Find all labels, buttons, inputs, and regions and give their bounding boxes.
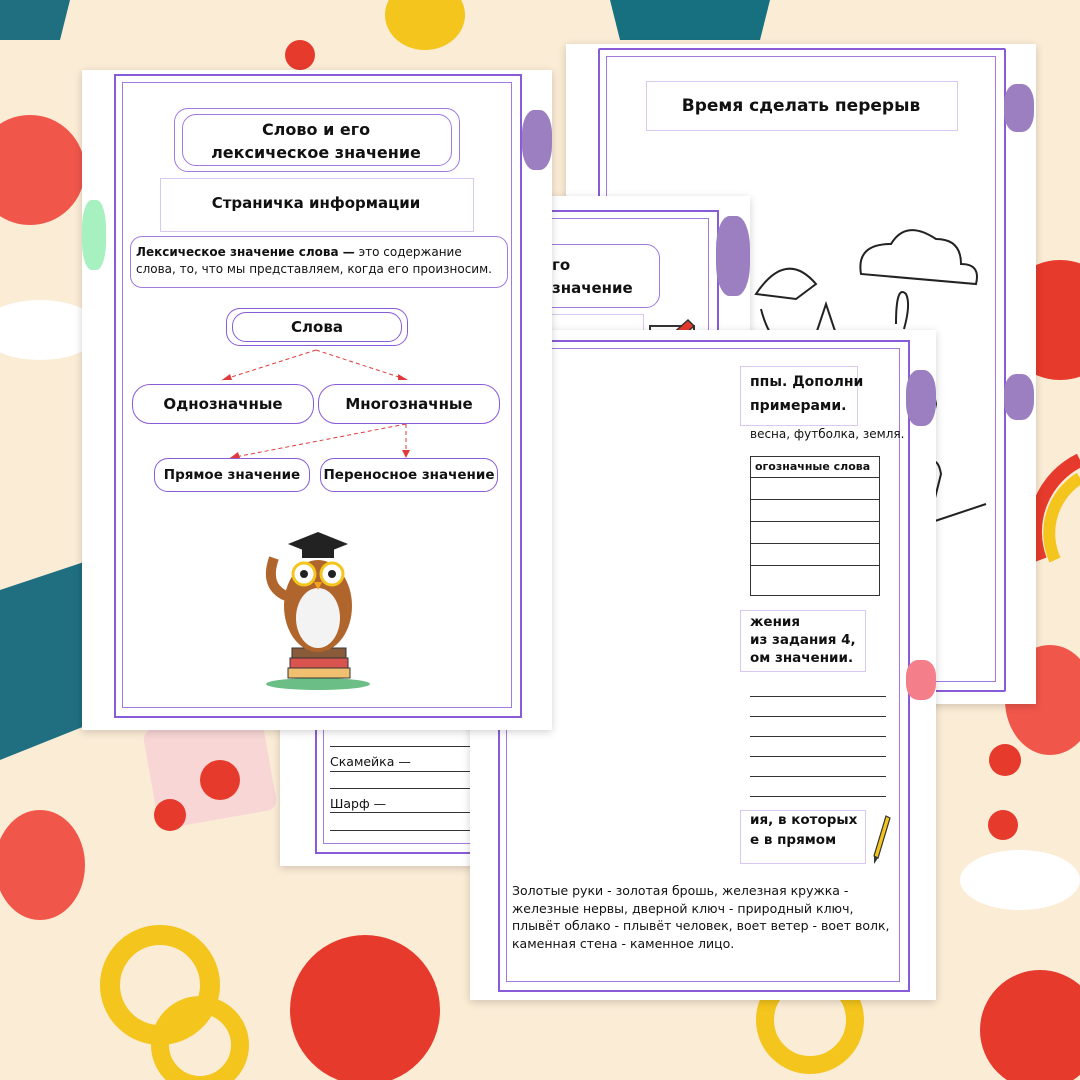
decor-blob xyxy=(906,370,936,426)
node-polysemantic: Многозначные xyxy=(318,384,500,424)
node-direct-meaning: Прямое значение xyxy=(154,458,310,492)
node-words: Слова xyxy=(232,312,402,342)
decor-blob xyxy=(522,110,552,170)
table-row xyxy=(751,565,879,566)
words-table xyxy=(750,456,880,596)
definition xyxy=(136,244,502,278)
owl-illustration xyxy=(258,526,378,691)
subtitle: Страничка информации xyxy=(211,194,421,212)
task3-line1: ия, в которых xyxy=(750,812,858,828)
title-line1: го xyxy=(552,256,571,274)
decor-blob xyxy=(716,216,750,296)
task2-line3: ом значении. xyxy=(750,650,854,666)
answer-line xyxy=(750,716,886,717)
word-scarf: Шарф — xyxy=(330,796,387,811)
pencil-icon xyxy=(870,814,894,866)
break-title: Время сделать перерыв xyxy=(681,96,921,116)
answer-line xyxy=(750,776,886,777)
answer-line xyxy=(750,796,886,797)
answer-line xyxy=(750,736,886,737)
decor-blob xyxy=(1004,84,1034,132)
task3-line2: е в прямом xyxy=(750,832,837,848)
decor-blob xyxy=(906,660,936,700)
decor-blob xyxy=(82,200,106,270)
task2-line2: из задания 4, xyxy=(750,632,856,648)
phrase-list: Золотые руки - золотая брошь, железная кружка - железные нервы, дверной ключ - природный ключ, плывёт облако - плывёт человек, воет ветер - воет волк, каменная стена - каменное лицо. xyxy=(512,883,890,951)
answer-line xyxy=(750,756,886,757)
table-row xyxy=(751,499,879,500)
task2-line1: жения xyxy=(750,614,801,630)
title-line2: значение xyxy=(552,279,633,297)
node-monosemantic: Однозначные xyxy=(132,384,314,424)
node-figurative-meaning: Переносное значение xyxy=(320,458,498,492)
worksheet-page-info xyxy=(82,70,552,730)
answer-line xyxy=(750,696,886,697)
page-title-line1: Слово и его xyxy=(261,120,371,139)
task1-line1: ппы. Дополни xyxy=(750,374,864,390)
table-row xyxy=(751,543,879,544)
page-title-line2: лексическое значение xyxy=(211,143,421,162)
word-bench: Скамейка — xyxy=(330,754,411,769)
task1-line2: примерами. xyxy=(750,398,847,414)
table-row xyxy=(751,477,879,478)
table-header: огозначные слова xyxy=(755,460,871,473)
word-list: весна, футболка, земля. xyxy=(750,427,905,441)
definition-term: Лексическое значение слова — xyxy=(136,245,355,259)
definition-text: это содержание слова, то, что мы представляем, когда его произносим. xyxy=(136,245,492,276)
table-row xyxy=(751,521,879,522)
